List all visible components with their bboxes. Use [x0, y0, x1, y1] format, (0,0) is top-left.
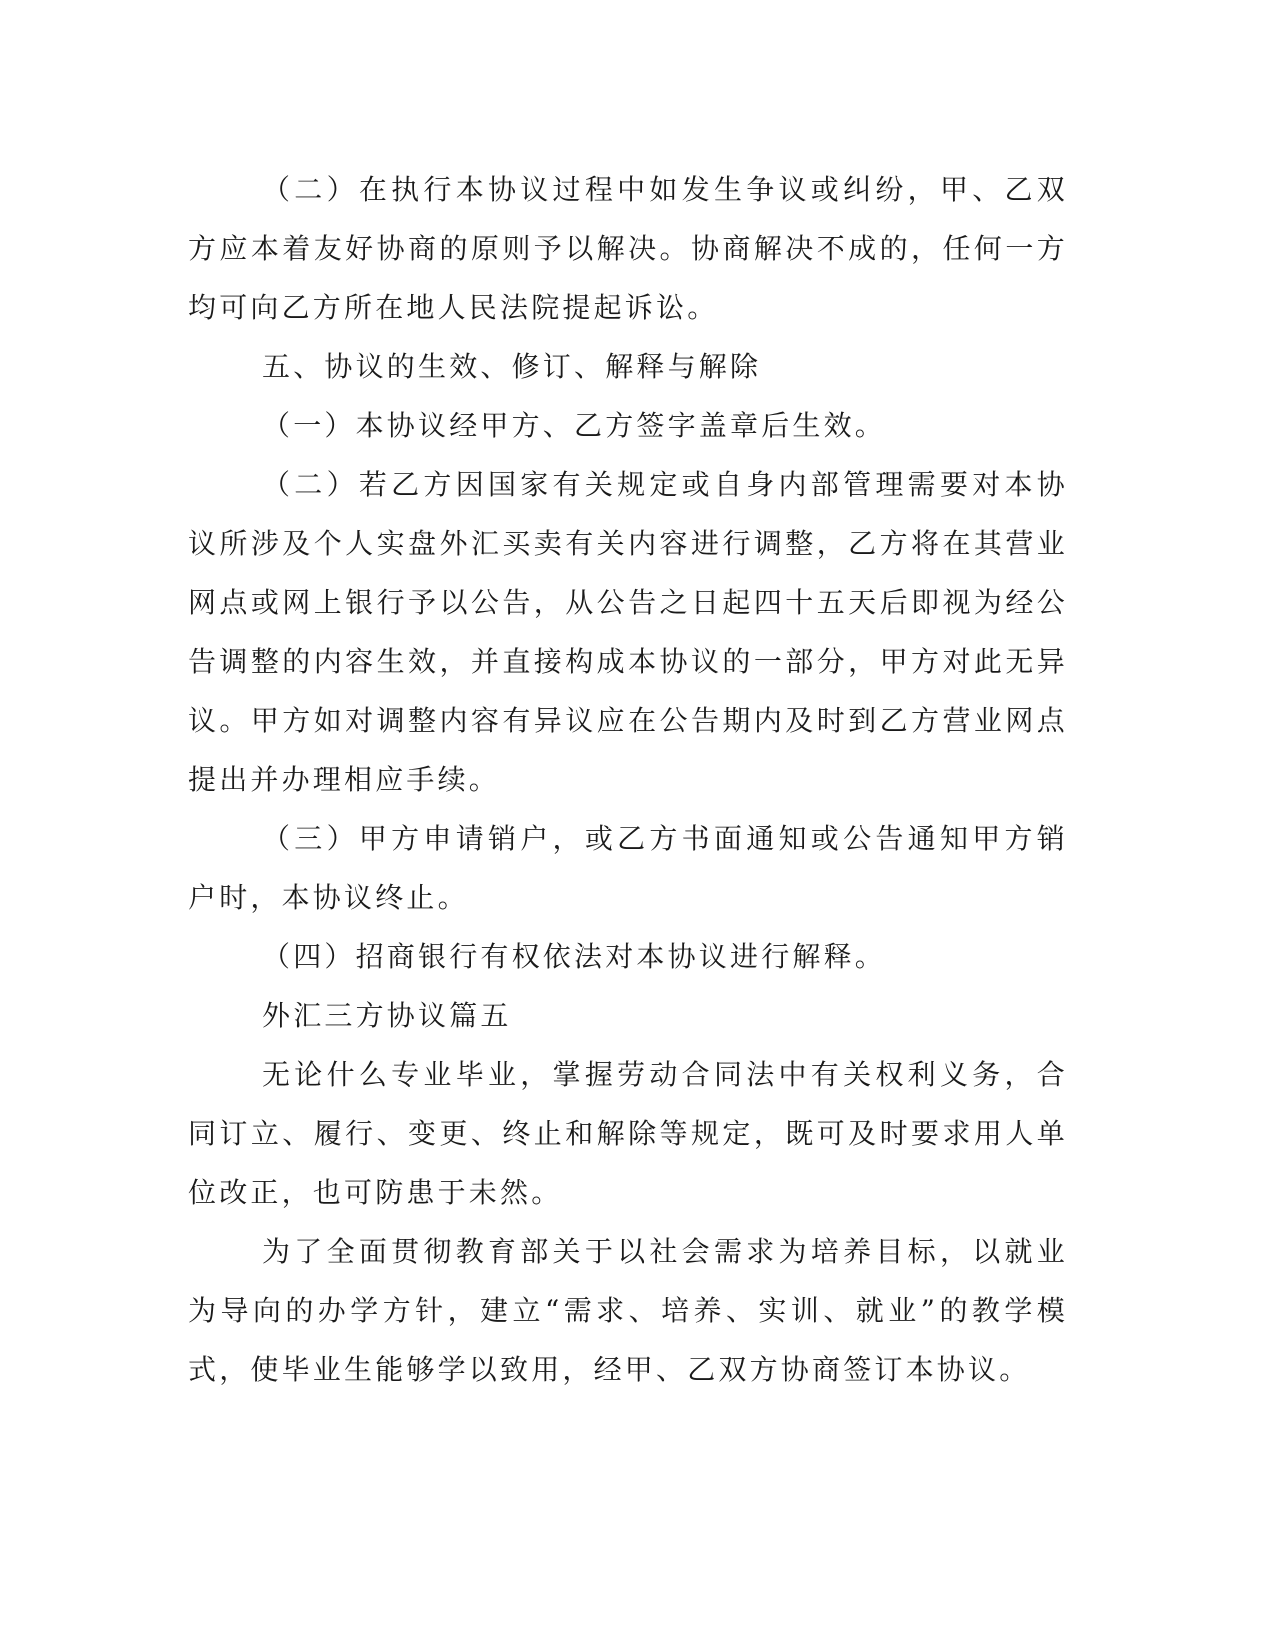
paragraph-interpretation: （四）招商银行有权依法对本协议进行解释。	[262, 940, 887, 973]
section-heading-effectiveness: 五、协议的生效、修订、解释与解除	[262, 350, 762, 383]
paragraph-dispute-resolution: （二）在执行本协议过程中如发生争议或纠纷，甲、乙双方应本着友好协商的原则予以解决。协商解决不成的，任何一方均可向乙方所在地人民法院提起诉讼。	[188, 173, 1068, 324]
paragraph-purpose: 为了全面贯彻教育部关于以社会需求为培养目标，以就业为导向的办学方针，建立“需求、培养、实训、就业”的教学模式，使毕业生能够学以致用，经甲、乙双方协商签订本协议。	[188, 1235, 1068, 1386]
paragraph-effective-on-signing: （一）本协议经甲方、乙方签字盖章后生效。	[262, 409, 887, 442]
paragraph-labor-law: 无论什么专业毕业，掌握劳动合同法中有关权利义务，合同订立、履行、变更、终止和解除等规定，既可及时要求用人单位改正，也可防患于未然。	[188, 1058, 1068, 1209]
chapter-title: 外汇三方协议篇五	[262, 999, 512, 1032]
paragraph-termination: （三）甲方申请销户，或乙方书面通知或公告通知甲方销户时，本协议终止。	[188, 822, 1068, 914]
document-body	[188, 160, 1068, 1399]
paragraph-adjustment-notice: （二）若乙方因国家有关规定或自身内部管理需要对本协议所涉及个人实盘外汇买卖有关内容进行调整，乙方将在其营业网点或网上银行予以公告，从公告之日起四十五天后即视为经公告调整的内容生效，并直接构成本协议的一部分，甲方对此无异议。甲方如对调整内容有异议应在公告期内及时到乙方营业网点提出并办理相应手续。	[188, 468, 1068, 796]
